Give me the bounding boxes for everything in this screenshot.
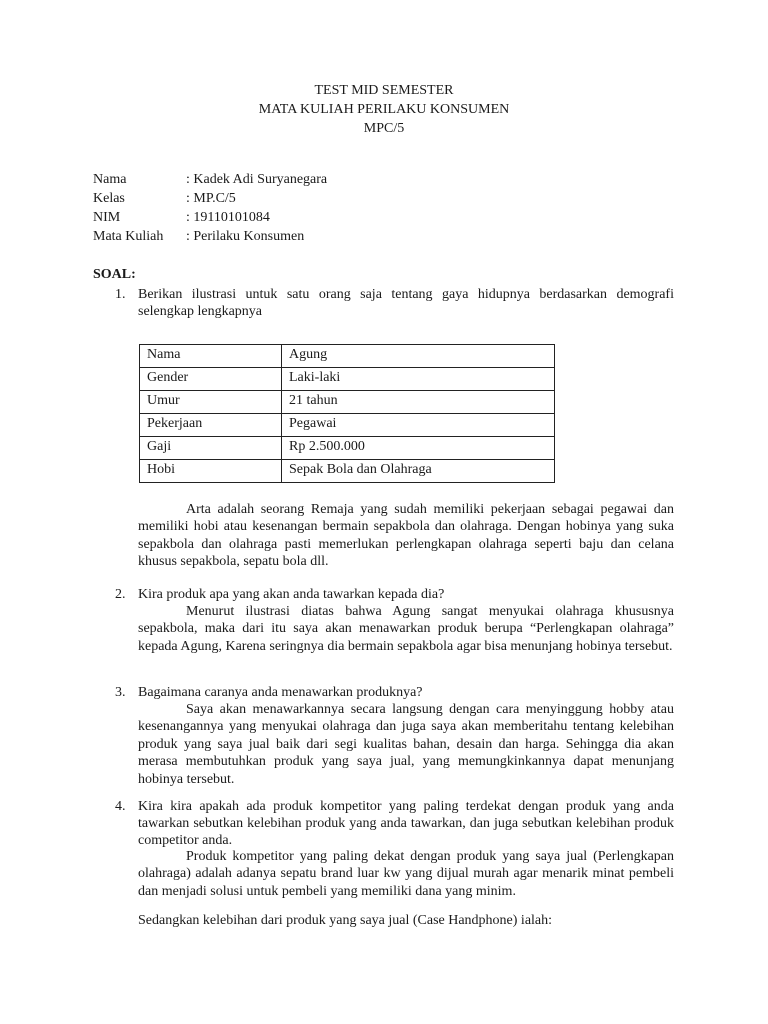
info-label: Kelas xyxy=(93,191,125,206)
table-cell-label: Gender xyxy=(140,368,282,391)
student-info xyxy=(93,170,327,246)
info-label: Mata Kuliah xyxy=(93,229,164,244)
table-row xyxy=(140,391,555,414)
table-cell-label: Hobi xyxy=(140,460,282,483)
question-4 xyxy=(115,798,674,849)
answer-4-paragraph: Produk kompetitor yang paling dekat dengan produk yang saya jual (Perlengkapan olahraga) adalah adanya sepatu brand luar kw yang dijual murah agar menarik minat pembeli dan menjadi solusi untuk pembeli yang memiliki dana yang minim. xyxy=(138,849,674,899)
table-cell-value: Sepak Bola dan Olahraga xyxy=(282,460,555,483)
question-text: Kira kira apakah ada produk kompetitor yang paling terdekat dengan produk yang anda tawarkan sebutkan kelebihan produk yang anda tawarkan, dan juga sebutkan kelebihan produk competitor anda. xyxy=(138,799,674,848)
info-row-nim xyxy=(93,208,327,227)
demographic-table xyxy=(139,344,555,483)
question-text: Berikan ilustrasi untuk satu orang saja tentang gaya hidupnya berdasarkan demografi selengkap lengkapnya xyxy=(138,287,674,319)
info-value: : MP.C/5 xyxy=(186,191,236,206)
info-value: : 19110101084 xyxy=(186,210,270,225)
question-number: 1. xyxy=(115,287,126,302)
question-number: 3. xyxy=(115,685,126,700)
table-cell-label: Pekerjaan xyxy=(140,414,282,437)
info-value: : Kadek Adi Suryanegara xyxy=(186,172,328,187)
header-class: MPC/5 xyxy=(363,121,405,136)
question-3 xyxy=(115,684,674,701)
answer-3-paragraph: Saya akan menawarkannya secara langsung dengan cara menyinggung hobby atau kesenangannya yang menyukai olahraga dan juga saya akan memberitahu tentang kelebihan produk yang saya jual baik dari segi kualitas bahan, desain dan harga. Sehingga dia akan merasa membutuhkan produk yang saya jual, yang memungkinkannya dapat menunjang hobinya tersebut. xyxy=(138,702,674,787)
table-cell-label: Umur xyxy=(140,391,282,414)
table-cell-value: 21 tahun xyxy=(282,391,555,414)
table-row xyxy=(140,460,555,483)
answer-2-paragraph: Menurut ilustrasi diatas bahwa Agung sangat menyukai olahraga khususnya sepakbola, maka dari itu saya akan menawarkan produk berupa “Perlengkapan olahraga” kepada Agung, Karena seringnya dia bermain sepakbola agar bisa menunjang hobinya tersebut. xyxy=(138,604,674,654)
table-cell-label: Gaji xyxy=(140,437,282,460)
question-2 xyxy=(115,586,674,603)
header-title: TEST MID SEMESTER xyxy=(314,83,454,98)
question-text: Kira produk apa yang akan anda tawarkan kepada dia? xyxy=(138,587,445,602)
question-text: Bagaimana caranya anda menawarkan produknya? xyxy=(138,685,423,700)
info-row-nama xyxy=(93,170,327,189)
soal-heading: SOAL: xyxy=(93,267,136,282)
info-row-kelas xyxy=(93,189,327,208)
header-course: MATA KULIAH PERILAKU KONSUMEN xyxy=(258,102,510,117)
question-number: 2. xyxy=(115,587,126,602)
info-value: : Perilaku Konsumen xyxy=(186,229,305,244)
table-cell-value: Laki-laki xyxy=(282,368,555,391)
table-cell-value: Pegawai xyxy=(282,414,555,437)
table-row xyxy=(140,368,555,391)
info-label: Nama xyxy=(93,172,127,187)
question-number: 4. xyxy=(115,799,126,814)
question-1 xyxy=(115,286,674,320)
table-row xyxy=(140,345,555,368)
answer-4-continuation: Sedangkan kelebihan dari produk yang saya jual (Case Handphone) ialah: xyxy=(138,913,553,928)
table-cell-label: Nama xyxy=(140,345,282,368)
table-row xyxy=(140,414,555,437)
document-header xyxy=(0,81,768,138)
info-label: NIM xyxy=(93,210,121,225)
table-row xyxy=(140,437,555,460)
answer-1-paragraph: Arta adalah seorang Remaja yang sudah memiliki pekerjaan sebagai pegawai dan memiliki hobi atau kesenangan bermain sepakbola dan olahraga. Dengan hobinya yang suka sepakbola dan olahraga pasti memerlukan perlengkapan olahraga seperti baju dan celana khusus sepakbola, sepatu bola dll. xyxy=(138,502,674,570)
info-row-mata-kuliah xyxy=(93,227,327,246)
table-cell-value: Agung xyxy=(282,345,555,368)
table-cell-value: Rp 2.500.000 xyxy=(282,437,555,460)
